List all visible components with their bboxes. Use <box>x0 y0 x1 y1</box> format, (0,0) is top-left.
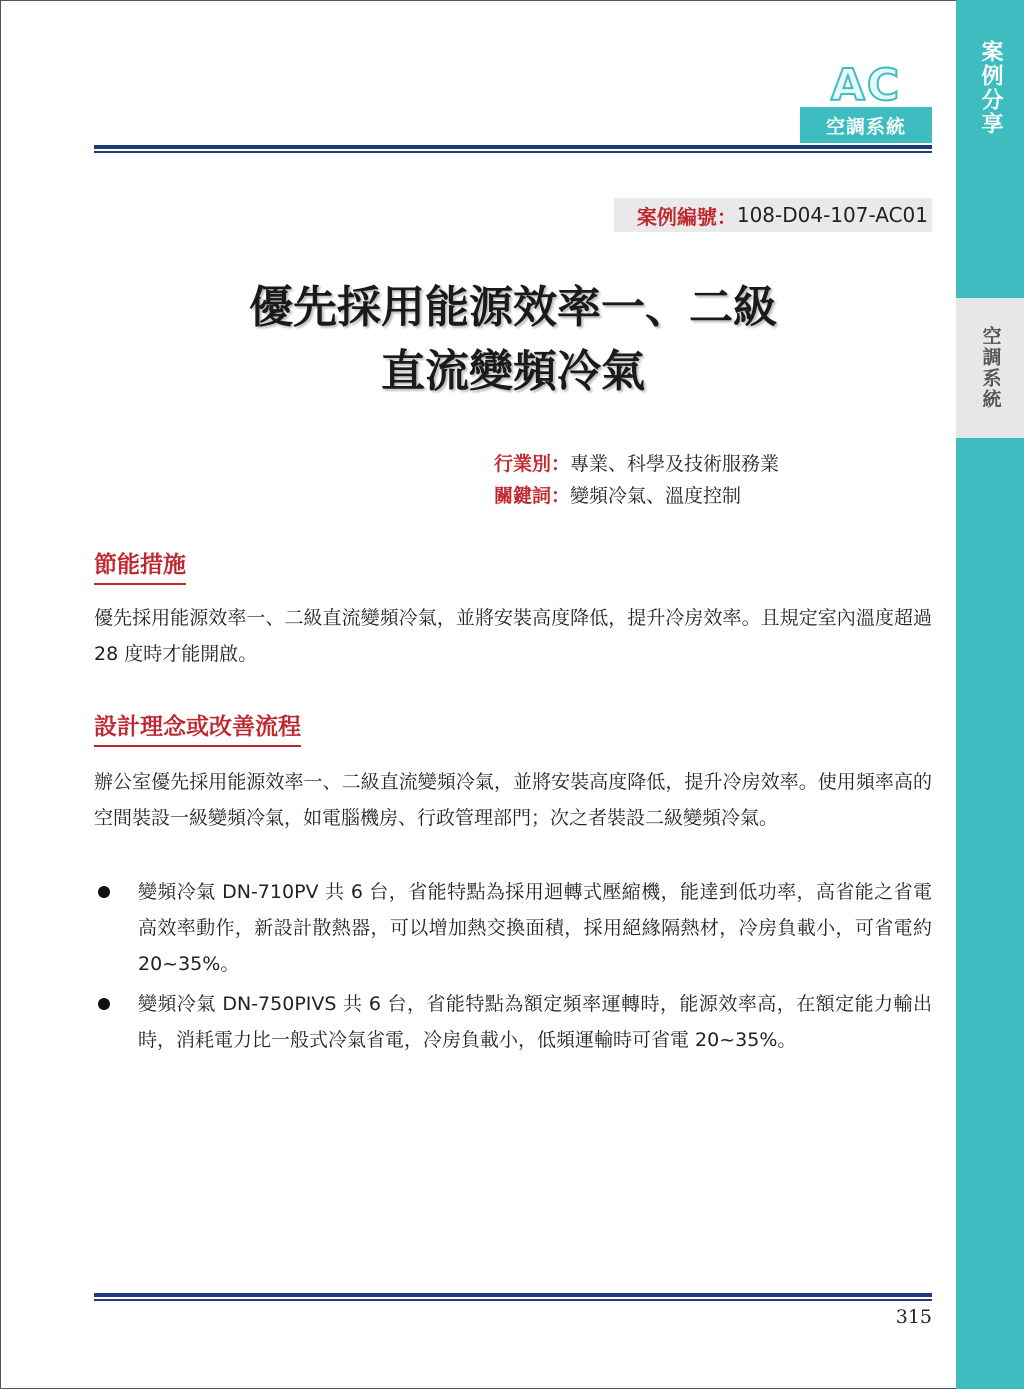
page-number: 315 <box>895 1306 932 1328</box>
meta-info <box>494 448 914 512</box>
side-tab-case-sharing-label: 案例分享 <box>978 40 1003 136</box>
case-number-value: 108-D04-107-AC01 <box>736 203 928 227</box>
industry-row <box>494 448 914 480</box>
page-title-line-1: 優先採用能源效率一、二級 <box>249 282 777 333</box>
keywords-row <box>494 480 914 512</box>
ac-letters-text: AC <box>830 62 902 106</box>
side-tab-air-conditioning[interactable] <box>956 298 1024 438</box>
section-body-measures: 優先採用能源效率一、二級直流變頻冷氣，並將安裝高度降低，提升冷房效率。且規定室內溫度超過 28 度時才能開啟。 <box>94 607 932 665</box>
ac-badge: 空調系統 <box>800 107 932 143</box>
ac-logo <box>800 62 932 144</box>
side-tab-case-sharing[interactable] <box>956 40 1024 158</box>
page-title <box>94 276 932 404</box>
bullet-item <box>94 986 932 1058</box>
footer-rule <box>94 1293 932 1301</box>
side-tab-strip <box>956 0 1024 1389</box>
keywords-label: 關鍵詞： <box>494 485 571 507</box>
ac-letters-logo <box>806 62 926 106</box>
header-rule <box>94 145 932 153</box>
bullet-item <box>94 874 932 982</box>
bullet-dot-icon <box>98 886 110 898</box>
bullet-dot-icon <box>98 998 110 1010</box>
industry-value: 專業、科學及技術服務業 <box>570 453 780 475</box>
section-heading-measures: 節能措施 <box>94 546 186 585</box>
side-tab-air-conditioning-label: 空調系統 <box>979 326 1002 410</box>
case-number-label: 案例編號： <box>636 204 737 229</box>
case-number <box>614 198 932 232</box>
bullet-text: 變頻冷氣 DN-710PV 共 6 台，省能特點為採用迴轉式壓縮機，能達到低功率，高省能之省電高效率動作，新設計散熱器，可以增加熱交換面積，採用絕緣隔熱材，冷房負載小，可省電約 20~35%。 <box>138 881 932 975</box>
industry-label: 行業別： <box>494 453 571 475</box>
page-title-line-2: 直流變頻冷氣 <box>381 346 645 397</box>
section-body-design: 辦公室優先採用能源效率一、二級直流變頻冷氣，並將安裝高度降低，提升冷房效率。使用頻率高的空間裝設一級變頻冷氣，如電腦機房、行政管理部門；次之者裝設二級變頻冷氣。 <box>94 771 932 829</box>
keywords-value: 變頻冷氣、溫度控制 <box>570 485 742 507</box>
section-heading-design: 設計理念或改善流程 <box>94 708 301 747</box>
bullet-text: 變頻冷氣 DN-750PIVS 共 6 台，省能特點為額定頻率運轉時，能源效率高，在額定能力輸出時，消耗電力比一般式冷氣省電，冷房負載小，低頻運輸時可省電 20~35%。 <box>138 993 932 1051</box>
